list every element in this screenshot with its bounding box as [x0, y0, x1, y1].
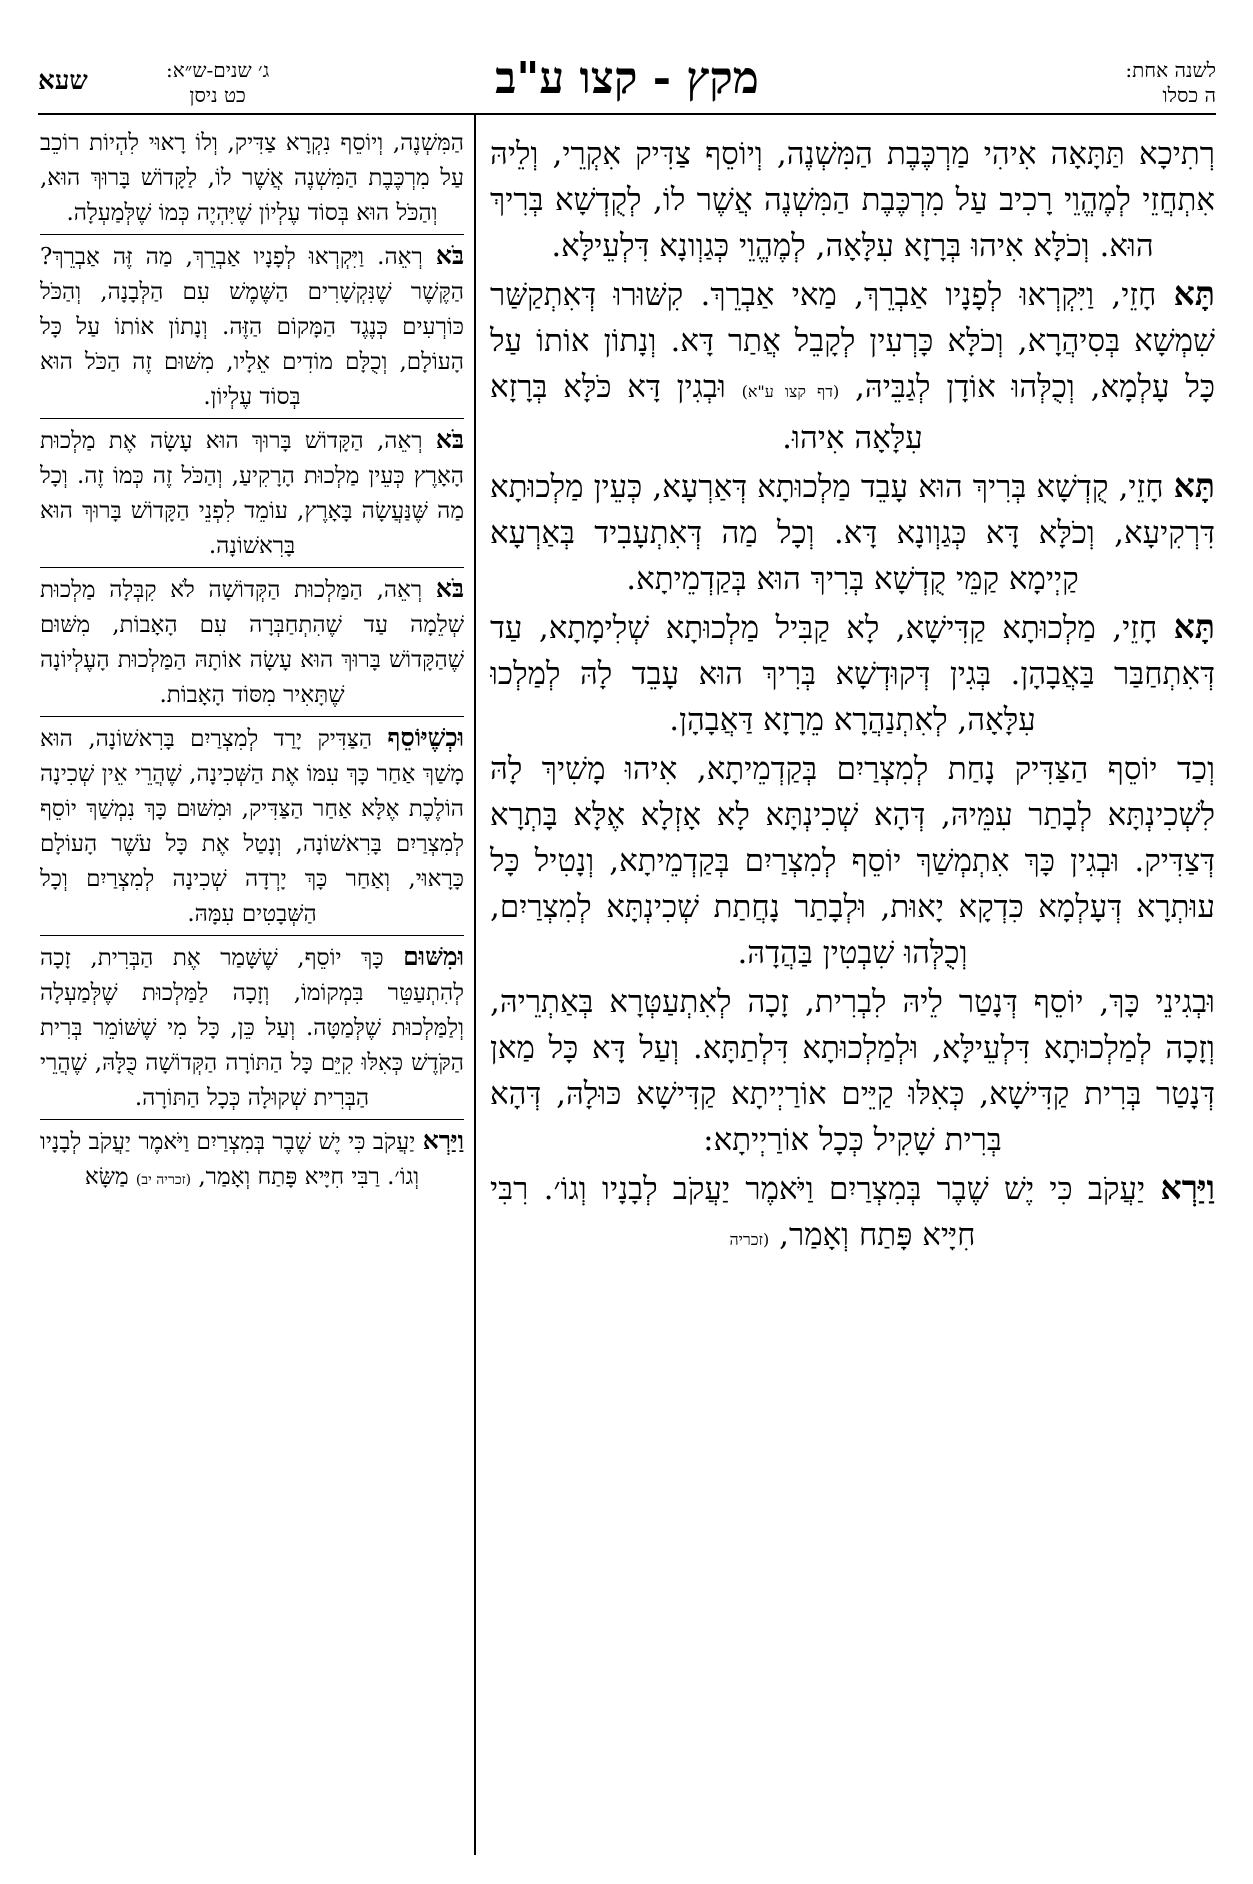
paragraph-text: חָזֵי, וַיִּקְרְאוּ לְפָנָיו אַבְרֵךְ, מַאי אַבְרֵךְ. קִשּׁוּרוּ דְּאִתְקַשַּׁר שִׁמְשָׁא בְּסִיהֲרָא, וְכֹלָּא כָּרְעִין לְקָבֵל אֲתַר דָּא. וְנָתוֹן אוֹתוֹ עַל כָּל עָלְמָא, וְכֻלְּהוּ אוֹדָן לְגַבֵּיהּ,: [490, 277, 1215, 405]
page-number: שעא: [38, 66, 88, 96]
paragraph-opener: בֹּא: [435, 241, 464, 270]
paragraph-opener: וַיַּרְא: [422, 1126, 464, 1155]
paragraph-text: כָּךְ יוֹסֵף, שֶׁשָּׁמַר אֶת הַבְּרִית, זָכָה לְהִתְעַטֵּר בִּמְקוֹמוֹ, וְזָכָה לַמַּלְכוּת שֶׁלְּמַעְלָה וְלַמַּלְכוּת שֶׁלְּמַטָּה. וְעַל כֵּן, כָּל מִי שֶׁשּׁוֹמֵר בְּרִית הַקֹּדֶשׁ כְּאִלּוּ קִיֵּם כָּל הַתּוֹרָה הַקְּדוֹשָׁה כֻּלָּהּ, שֶׁהֲרֵי הַבְּרִית שְׁקוּלָה כְּכָל הַתּוֹרָה.: [40, 945, 464, 1111]
paragraph-text: רְתִיכָא תַּתָּאָה אִיהִי מַרְכֶּבֶת הַמִּשְׁנֶה, וְיוֹסֵף צַדִּיק אִקְרֵי, וְלֵיהּ אִתְחֲזֵי לְמֶהֱוֵי רָכִיב עַל מִרְכֶּבֶת הַמִּשְׁנֶה אֲשֶׁר לוֹ, לְקֻדְשָׁא בְּרִיךְ הוּא. וְכֹלָּא אִיהוּ בְּרָזָא עִלָּאָה, לְמֶהֱוֵי כְּגַוְונָא דִּלְעֵילָּא.: [490, 136, 1215, 264]
paragraph-text: וּבְגִינֵי כָּךְ, יוֹסֵף דְּנָטַר לֵיהּ לִבְרִית, זָכָה לְאִתְעַטְּרָא בְּאַתְרֵיהּ, וְזָכָה לְמַלְכוּתָא דִּלְעֵילָּא, וּלְמַלְכוּתָא דִּלְתַתָּא. וְעַל דָּא כָּל מַאן דְּנָטַר בְּרִית קַדִּישָׁא, כְּאִלּוּ קַיֵּים אוֹרַיְיתָא קַדִּישָׁא כּוּלָהּ, דְּהָא בְּרִית שָׁקִיל כְּכָל אוֹרַיְיתָא:: [490, 984, 1215, 1158]
schedule-date: כט ניסן: [189, 83, 246, 107]
verse-reference: (זכריה יב): [135, 1172, 192, 1188]
paragraph-text: רְאֵה, הַקָּדוֹשׁ בָּרוּךְ הוּא עָשָׂה אֶת מַלְכוּת הָאָרֶץ כְּעֵין מַלְכוּת הָרָקִיעַ, וְהַכֹּל זֶה כְּמוֹ זֶה. וְכָל מַה שֶּׁנַּעֲשָׂה בָּאָרֶץ, עוֹמֵד לִפְנֵי הַקָּדוֹשׁ בָּרוּךְ הוּא בָּרִאשׁוֹנָה.: [40, 428, 464, 559]
paragraph-text: הַצַּדִּיק יָרַד לְמִצְרַיִם בָּרִאשׁוֹנָה, הוּא מָשַׁךְ אַחַר כָּךְ עִמּוֹ אֶת הַשְּׁכִינָה, שֶׁהֲרֵי אֵין שְׁכִינָה הוֹלֶכֶת אֶלָּא אַחַר הַצַּדִּיק, וּמִשּׁוּם כָּךְ נִמְשַׁךְ יוֹסֵף לְמִצְרַיִם בָּרִאשׁוֹנָה, וְנָטַל אֶת כָּל עֹשֶׁר הָעוֹלָם כָּרָאוּי, וְאַחַר כָּךְ יָרְדָה שְׁכִינָה לְמִצְרַיִם וְכָל הַשְּׁבָטִים עִמָּהּ.: [40, 726, 464, 927]
paragraph-opener: בֹּא: [435, 574, 464, 603]
paragraph-separator: [40, 716, 464, 717]
paragraph-text: רְאֵה, הַמַּלְכוּת הַקְּדוֹשָׁה לֹא קִבְּלָה מַלְכוּת שְׁלֵמָה עַד שֶׁהִתְחַבְּרָה עִם הָאָבוֹת, מִשּׁוּם שֶׁהַקָּדוֹשׁ בָּרוּךְ הוּא עָשָׂה אוֹתָהּ הַמַּלְכוּת הָעֶלְיוֹנָה שֶׁתָּאִיר מִסּוֹד הָאָבוֹת.: [40, 577, 464, 708]
paragraph-separator: [40, 1119, 464, 1120]
paragraph-separator: [40, 935, 464, 936]
paragraph-opener: תָּא: [1173, 607, 1215, 646]
main-paragraph: [490, 745, 1215, 976]
paragraph-text: רְאֵה. וַיִּקְרְאוּ לְפָנָיו אַבְרֵךְ, מַה זֶּה אַבְרֵךְ? הַקֶּשֶׁר שֶׁנִּקְשָׁרִים הַשֶּׁמֶשׁ עִם הַלְּבָנָה, וְהַכֹּל כּוֹרְעִים כְּנֶגֶד הַמָּקוֹם הַזֶּה. וְנָתוֹן אוֹתוֹ עַל כָּל הָעוֹלָם, וְכֻלָּם מוֹדִים אֵלָיו, מִשּׁוּם זֶה הַכֹּל הוּא בְּסוֹד עֶלְיוֹן.: [40, 244, 464, 410]
main-paragraph: [490, 978, 1215, 1163]
translation-column: [40, 124, 464, 1856]
main-paragraph: [490, 604, 1215, 743]
schedule-label: לשנה אחת:: [1125, 58, 1216, 82]
paragraph-separator: [40, 418, 464, 419]
paragraph-opener: תָּא: [1173, 274, 1215, 313]
column-divider: [474, 115, 476, 1855]
paragraph-opener: תָּא: [1173, 466, 1215, 505]
page-title: מקץ - קצו ע"ב: [495, 53, 759, 104]
paragraph-opener: וּמִשּׁוּם: [403, 942, 464, 971]
paragraph-text: יַעֲקֹב כִּי יֶשׁ שֶׁבֶר בְּמִצְרַיִם וַיֹּאמֶר יַעֲקֹב לְבָנָיו וְגוֹ׳. רַבִּי חִיָּיא פָּתַח וְאָמַר,: [40, 1129, 423, 1190]
paragraph-separator: [40, 234, 464, 235]
verse-reference: (זכריה: [729, 1230, 770, 1249]
main-paragraph: [490, 463, 1215, 602]
page-reference: (דף קצו ע"א): [741, 382, 840, 401]
schedule-date: ה כסלו: [1162, 83, 1216, 107]
schedule-label: ג׳ שנים-ש״א:: [166, 58, 270, 82]
translation-paragraph: [40, 124, 464, 231]
main-text-column: [490, 130, 1215, 1858]
translation-paragraph: [40, 238, 464, 415]
translation-paragraph: [40, 939, 464, 1116]
paragraph-tail: מַשָּׂא: [84, 1164, 136, 1190]
study-schedule-three-years: [166, 58, 269, 108]
paragraph-opener: וַיַּרְא: [1160, 1168, 1215, 1207]
translation-paragraph: [40, 422, 464, 564]
translation-paragraph: [40, 720, 464, 932]
paragraph-opener: בֹּא: [435, 425, 464, 454]
main-paragraph: [490, 271, 1215, 461]
paragraph-text: וְכַד יוֹסֵף הַצַּדִּיק נָחַת לְמִצְרַיִם בְּקַדְמֵיתָא, אִיהוּ מָשִׁיךְ לָהּ לִשְׁכִינְתָּא לְבָתַר עִמֵּיהּ, דְּהָא שְׁכִינְתָּא לָא אָזְלָא אֶלָּא בָּתְרָא דְּצַדִּיק. וּבְגִין כָּךְ אִתְמְשַׁךְ יוֹסֵף לְמִצְרַיִם בְּקַדְמֵיתָא, וְנָטִיל כָּל עוּתְרָא דְּעָלְמָא כִּדְקָא יָאוּת, וּלְבָתַר נָחֲתַת שְׁכִינְתָּא לְמִצְרַיִם, וְכֻלְּהוּ שִׁבְטִין בַּהֲדָהּ.: [490, 751, 1215, 971]
header-rule: [38, 113, 1216, 115]
paragraph-text: הַמִּשְׁנֶה, וְיוֹסֵף נִקְרָא צַדִּיק, וְלוֹ רָאוּי לִהְיוֹת רוֹכֵב עַל מִרְכֶּבֶת הַמִּשְׁנֶה אֲשֶׁר לוֹ, לַקָּדוֹשׁ בָּרוּךְ הוּא, וְהַכֹּל הוּא בְּסוֹד עֶלְיוֹן שֶׁיִּהְיֶה כְּמוֹ שֶׁלְּמַעְלָה.: [40, 130, 464, 226]
paragraph-tail: וּבְגִין דָּא כֹּלָּא בְּרָזָא עִלָּאָה אִיהוּ.: [490, 369, 923, 456]
paragraph-opener: וּכְשֶׁיּוֹסֵף: [387, 723, 464, 752]
main-paragraph: [490, 130, 1215, 269]
paragraph-text: חָזֵי, קֻדְשָׁא בְּרִיךְ הוּא עָבֵד מַלְכוּתָא דְּאַרְעָא, כְּעֵין מַלְכוּתָא דִּרְקִיעָא, וְכֹלָּא דָּא כְּגַוְונָא דָּא. וְכָל מַה דְּאִתְעָבִיד בְּאַרְעָא קַיְימָא קַמֵּי קֻדְשָׁא בְּרִיךְ הוּא בְּקַדְמֵיתָא.: [490, 469, 1215, 597]
translation-paragraph: [40, 1123, 464, 1198]
main-paragraph: [490, 1165, 1215, 1263]
page-header: [38, 50, 1216, 112]
paragraph-text: יַעֲקֹב כִּי יֶשׁ שֶׁבֶר בְּמִצְרַיִם וַיֹּאמֶר יַעֲקֹב לְבָנָיו וְגוֹ׳. רִבִּי חִיָּיא פָּתַח וְאָמַר,: [490, 1171, 1161, 1253]
paragraph-text: חָזֵי, מַלְכוּתָא קַדִּישָׁא, לָא קַבִּיל מַלְכוּתָא שְׁלִימָתָא, עַד דְּאִתְחַבַּר בַּאֲבָהָן. בְּגִין דְּקוּדְשָׁא בְּרִיךְ הוּא עָבֵד לָהּ לְמַלְכוּ עִלָּאָה, לְאִתְנַהֲרָא מֵרָזָא דַּאֲבָהָן.: [490, 610, 1215, 738]
translation-paragraph: [40, 571, 464, 713]
paragraph-separator: [40, 567, 464, 568]
